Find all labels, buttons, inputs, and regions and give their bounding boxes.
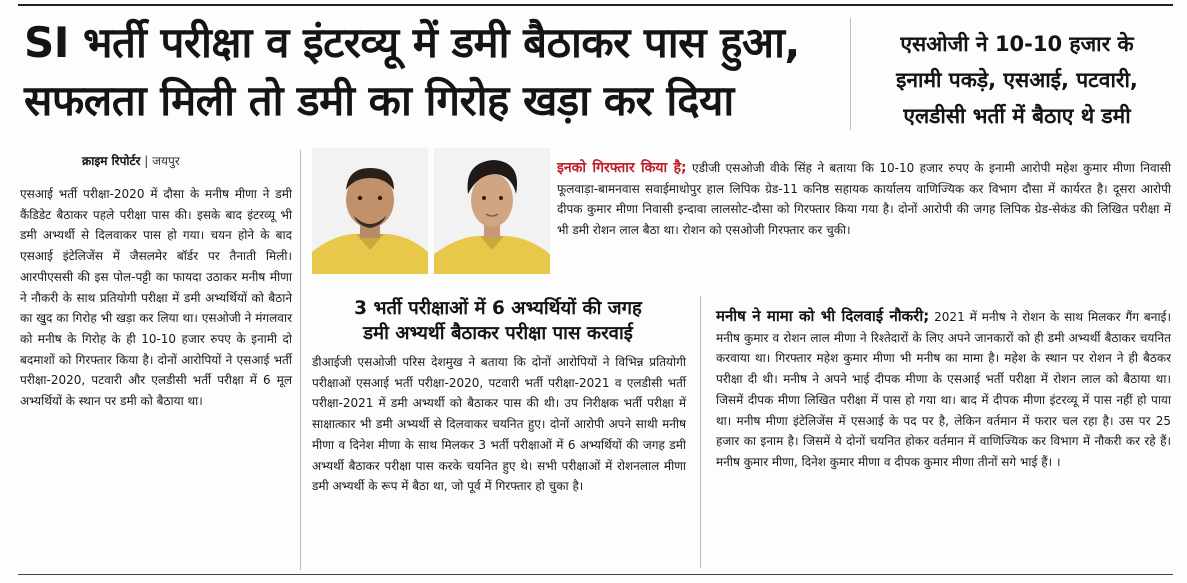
arrest-paragraph [557, 158, 1171, 241]
headline-divider [850, 18, 851, 130]
right-text: 2021 में मनीष ने रोशन के साथ मिलकर गैंग बनाई। मनीष कुमार व रोशन लाल मीणा ने रिश्तेदारों के लिए अपने जानकारों को ही डमी अभ्यर्थी बैठाकर चयनित करवाया था। गिरफ्तार महेश कुमार मीणा भी मनीष का मामा है। महेश के स्थान पर रोशन ने ही बैठकर परीक्षा दी थी। मनीष ने अपने भाई दीपक मीणा के एसआई भर्ती परीक्षा में रोशन लाल को बैठाया था। जिसमें दीपक मीणा लिखित परीक्षा में पास हो गया था। बाद में दीपक मीणा इंटरव्यू में पास नहीं हो पाया था। मनीष मीणा इंटेलिजेंस में एसआई के पद पर है, लेकिन वर्तमान में फरार चल रहा है। उस पर 25 हजार का इनाम है। जिसमें ये दोनों चयनित होकर वर्तमान में वाणिज्यिक कर विभाग में नौकरी कर रहे हैं। मनीष कुमार मीणा, दिनेश कुमार मीणा व दीपक कुमार मीणा तीनों सगे भाई हैं। । [716, 310, 1171, 469]
bottom-rule [18, 574, 1173, 575]
right-paragraph [716, 306, 1171, 473]
byline-city: | जयपुर [144, 154, 180, 168]
column-1-text: एसआई भर्ती परीक्षा-2020 में दौसा के मनीष मीणा ने डमी कैंडिडेट बैठाकर पहले परीक्षा पास की। इसके बाद इंटरव्यू भी डमी अभ्यर्थी से दिलवाकर पास हो गया। चयन होने के बाद एसआई इंटेलिजेंस में जैसलमेर बॉर्डर पर तैनाती मिली। आरपीएससी की इस पोल-पट्टी का फायदा उठाकर मनीष मीणा ने नौकरी के साथ प्रतियोगी परीक्षा में डमी अभ्यर्थियों को बैठाने का खुद का गिरोह भी खड़ा कर लिया था। एसओजी ने मंगलवार को मनीष के गिरोह के ही 10-10 हजार रुपए के इनामी दो बदमाशों को गिरफ्तार किया है। दोनों आरोपियों ने एसआई भर्ती परीक्षा-2020, पटवारी और एलडीसी भर्ती परीक्षा में 6 मूल अभ्यर्थियों के स्थान पर डमी को बैठाया था। [20, 187, 292, 409]
subhead-line-3: एलडीसी भर्ती में बैठाए थे डमी [903, 104, 1131, 128]
middle-headline-line-1: 3 भर्ती परीक्षाओं में 6 अभ्यर्थियों की जगह [354, 298, 642, 319]
headline-line-2: सफलता मिली तो डमी का गिरोह खड़ा कर दिया [24, 76, 734, 125]
byline-author: क्राइम रिपोर्टर [82, 154, 141, 168]
top-rule [18, 4, 1173, 6]
arrest-lead: इनको गिरफ्तार किया है; [557, 160, 687, 176]
subhead-line-2: इनामी पकड़े, एसआई, पटवारी, [896, 68, 1138, 92]
headline-line-1: SI भर्ती परीक्षा व इंटरव्यू में डमी बैठाकर पास हुआ, [24, 18, 800, 67]
arrest-text: एडीजी एसओजी वीके सिंह ने बताया कि 10-10 हजार रुपए के इनामी आरोपी महेश कुमार मीणा निवासी फूलवाड़ा-बामनवास सवाईमाधोपुर हाल लिपिक ग्रेड-11 कनिष्ठ सहायक कार्यालय वाणिज्यिक कर विभाग दौसा में कार्यरत है। दूसरा आरोपी दीपक कुमार मीणा निवासी इन्दावा लालसोट-दौसा को गिरफ्तार किया गया है। दोनों आरोपी की जगह लिपिक ग्रेड-सेकंड की लिखित परीक्षा में भी डमी रोशन लाल बैठा था। रोशन को एसओजी गिरफ्तार कर चुकी। [557, 161, 1171, 238]
column-divider-1 [300, 150, 301, 570]
accused-photo-1 [312, 148, 428, 274]
subhead-line-1: एसओजी ने 10-10 हजार के [900, 32, 1134, 56]
middle-headline [312, 296, 684, 346]
main-headline [24, 14, 854, 130]
sub-headline [862, 26, 1172, 134]
accused-photo-2-image [434, 148, 550, 274]
right-lead: मनीष ने मामा को भी दिलवाई नौकरी; [716, 307, 930, 325]
byline [82, 152, 180, 169]
middle-headline-line-2: डमी अभ्यर्थी बैठाकर परीक्षा पास करवाई [363, 323, 633, 344]
accused-photo-2 [434, 148, 550, 274]
middle-paragraph: डीआईजी एसओजी परिस देशमुख ने बताया कि दोनों आरोपियों ने विभिन्न प्रतियोगी परीक्षाओं एसआई भर्ती परीक्षा-2020, पटवारी भर्ती परीक्षा-2021 व एलडीसी भर्ती परीक्षा-2021 में डमी अभ्यर्थी को बैठाकर पास की थी। उप निरीक्षक भर्ती परीक्षा में साक्षात्कार भी डमी अभ्यर्थी से दिलवाकर चयनित हुए। दोनों आरोपी अपने साथी मनीष मीणा व दिनेश मीणा के साथ मिलकर 3 भर्ती परीक्षाओं में 6 अभ्यर्थियों की जगह डमी अभ्यर्थी बैठाकर परीक्षा पास करके चयनित हुए थे। सभी परीक्षाओं में रोशनलाल मीणा डमी अभ्यर्थी के रूप में बैठा था, जो पूर्व में गिरफ्तार हो चुका है। [312, 355, 686, 494]
accused-photo-1-image [312, 148, 428, 274]
column-divider-2 [700, 296, 701, 568]
